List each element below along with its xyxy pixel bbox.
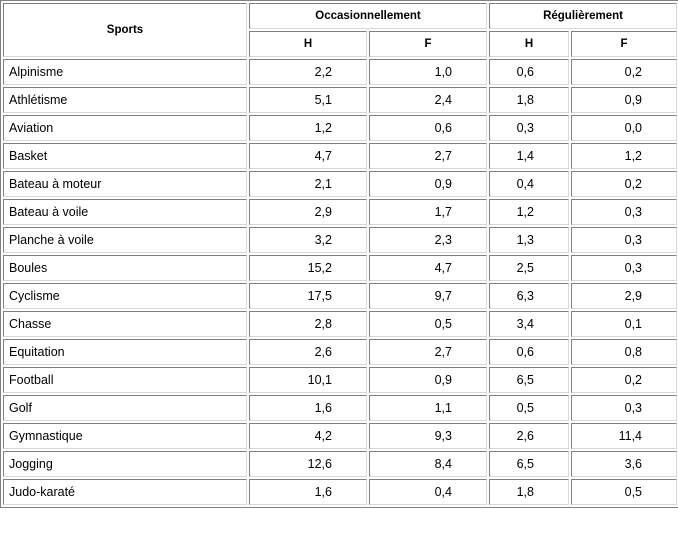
sport-name: Basket <box>3 143 247 169</box>
sport-name: Chasse <box>3 311 247 337</box>
occ-f-value: 1,0 <box>369 59 487 85</box>
sport-name: Equitation <box>3 339 247 365</box>
occ-h-value: 4,7 <box>249 143 367 169</box>
sport-name: Bateau à voile <box>3 199 247 225</box>
occ-h-value: 12,6 <box>249 451 367 477</box>
sport-name: Golf <box>3 395 247 421</box>
occ-f-value: 2,3 <box>369 227 487 253</box>
occ-f-value: 8,4 <box>369 451 487 477</box>
header-row-1 <box>3 3 677 29</box>
reg-h-value: 1,8 <box>489 87 569 113</box>
reg-f-value: 0,3 <box>571 199 677 225</box>
table-row <box>3 143 677 169</box>
table-body <box>3 59 677 505</box>
reg-f-value: 0,3 <box>571 395 677 421</box>
reg-h-value: 0,6 <box>489 339 569 365</box>
occ-h-value: 2,8 <box>249 311 367 337</box>
occ-h-value: 17,5 <box>249 283 367 309</box>
reg-h-value: 3,4 <box>489 311 569 337</box>
table-row <box>3 423 677 449</box>
occ-f-value: 0,4 <box>369 479 487 505</box>
table-row <box>3 367 677 393</box>
table-row <box>3 479 677 505</box>
reg-f-value: 0,2 <box>571 59 677 85</box>
occ-h-value: 10,1 <box>249 367 367 393</box>
occ-f-value: 1,1 <box>369 395 487 421</box>
reg-f-value: 0,9 <box>571 87 677 113</box>
occ-f-value: 0,6 <box>369 115 487 141</box>
sport-name: Alpinisme <box>3 59 247 85</box>
reg-h-value: 6,3 <box>489 283 569 309</box>
reg-f-value: 0,8 <box>571 339 677 365</box>
reg-f-value: 0,3 <box>571 255 677 281</box>
reg-f-value: 2,9 <box>571 283 677 309</box>
table-row <box>3 395 677 421</box>
occ-h-value: 1,6 <box>249 395 367 421</box>
occ-h-value: 2,2 <box>249 59 367 85</box>
sports-header: Sports <box>3 3 247 57</box>
occ-h-value: 4,2 <box>249 423 367 449</box>
reg-h-header: H <box>489 31 569 57</box>
occ-f-value: 2,7 <box>369 143 487 169</box>
reg-h-value: 0,4 <box>489 171 569 197</box>
table-row <box>3 115 677 141</box>
occ-f-value: 4,7 <box>369 255 487 281</box>
sport-name: Bateau à moteur <box>3 171 247 197</box>
table-row <box>3 199 677 225</box>
occ-h-value: 2,6 <box>249 339 367 365</box>
occ-h-header: H <box>249 31 367 57</box>
occ-f-value: 1,7 <box>369 199 487 225</box>
reg-h-value: 2,5 <box>489 255 569 281</box>
reg-f-value: 0,3 <box>571 227 677 253</box>
table-row <box>3 59 677 85</box>
reg-h-value: 0,6 <box>489 59 569 85</box>
occ-h-value: 5,1 <box>249 87 367 113</box>
reg-f-value: 0,2 <box>571 367 677 393</box>
reg-f-value: 11,4 <box>571 423 677 449</box>
occ-h-value: 3,2 <box>249 227 367 253</box>
reg-h-value: 1,4 <box>489 143 569 169</box>
reg-f-value: 3,6 <box>571 451 677 477</box>
reg-h-value: 0,3 <box>489 115 569 141</box>
table-row <box>3 339 677 365</box>
occ-f-value: 9,3 <box>369 423 487 449</box>
reg-h-value: 1,3 <box>489 227 569 253</box>
reg-f-value: 0,5 <box>571 479 677 505</box>
occ-f-value: 2,4 <box>369 87 487 113</box>
sport-name: Jogging <box>3 451 247 477</box>
sport-name: Athlétisme <box>3 87 247 113</box>
regulierement-header: Régulièrement <box>489 3 677 29</box>
reg-h-value: 0,5 <box>489 395 569 421</box>
reg-f-value: 0,1 <box>571 311 677 337</box>
sport-name: Cyclisme <box>3 283 247 309</box>
table-row <box>3 451 677 477</box>
table-row <box>3 283 677 309</box>
table-row <box>3 255 677 281</box>
sport-name: Aviation <box>3 115 247 141</box>
reg-f-value: 0,0 <box>571 115 677 141</box>
occ-f-value: 0,9 <box>369 367 487 393</box>
occ-f-value: 0,5 <box>369 311 487 337</box>
reg-h-value: 1,8 <box>489 479 569 505</box>
reg-h-value: 1,2 <box>489 199 569 225</box>
sport-name: Boules <box>3 255 247 281</box>
reg-h-value: 6,5 <box>489 367 569 393</box>
occ-f-header: F <box>369 31 487 57</box>
table-row <box>3 87 677 113</box>
sport-name: Planche à voile <box>3 227 247 253</box>
reg-f-value: 0,2 <box>571 171 677 197</box>
reg-h-value: 6,5 <box>489 451 569 477</box>
sport-name: Judo-karaté <box>3 479 247 505</box>
occ-h-value: 1,2 <box>249 115 367 141</box>
sport-name: Football <box>3 367 247 393</box>
occ-f-value: 0,9 <box>369 171 487 197</box>
table-row <box>3 171 677 197</box>
table-row <box>3 227 677 253</box>
occasionnellement-header: Occasionnellement <box>249 3 487 29</box>
occ-h-value: 15,2 <box>249 255 367 281</box>
table-row <box>3 311 677 337</box>
reg-f-header: F <box>571 31 677 57</box>
sport-name: Gymnastique <box>3 423 247 449</box>
reg-f-value: 1,2 <box>571 143 677 169</box>
occ-f-value: 2,7 <box>369 339 487 365</box>
occ-h-value: 1,6 <box>249 479 367 505</box>
occ-f-value: 9,7 <box>369 283 487 309</box>
occ-h-value: 2,9 <box>249 199 367 225</box>
occ-h-value: 2,1 <box>249 171 367 197</box>
reg-h-value: 2,6 <box>489 423 569 449</box>
